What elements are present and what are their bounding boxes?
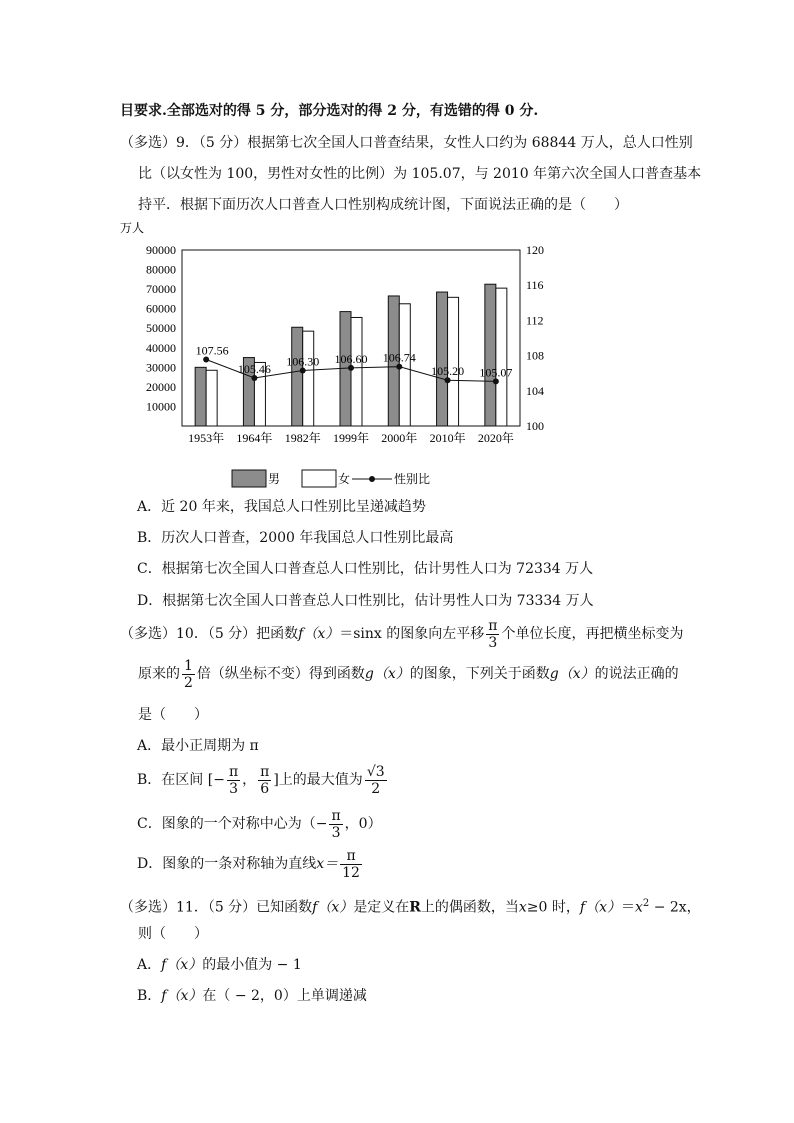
frac-den: 3: [229, 780, 238, 797]
q9-stem-line-1: [120, 133, 693, 153]
q10-option-a: A．最小正周期为 π: [137, 738, 259, 754]
comma: ，: [242, 772, 257, 788]
q11-text: ≥0 时，: [526, 899, 580, 916]
y2-tick-label: 120: [526, 243, 544, 257]
q11-text: ＝: [620, 899, 635, 916]
q9-stem-2: 比（以女性为 100，男性对女性的比例）为 105.07，与 2010 年第六次全国人口普查基本: [138, 166, 702, 182]
q10-text: 的说法正确的: [594, 666, 679, 682]
x-tick-label: 2020年: [477, 431, 514, 445]
bar-male: [292, 327, 303, 426]
frac-num: 1: [184, 657, 193, 674]
frac-den: 2: [371, 780, 381, 797]
q10-g-expr: g（x）: [364, 666, 410, 682]
q11-tag: （多选）11．（5 分）: [120, 899, 257, 916]
y2-tick-label: 108: [526, 348, 544, 363]
q10-shift-fraction: [486, 618, 499, 651]
frac-num: √3: [366, 763, 385, 780]
opt-text: 在（ − 2，0）上单调递减: [202, 988, 367, 1004]
q10-stem-line-2: [138, 657, 679, 691]
bar-male: [195, 367, 206, 426]
y-axis-unit-label: 万人: [120, 221, 145, 235]
x-tick-label: 1964年: [236, 431, 273, 445]
bar-male: [437, 292, 448, 426]
q10-text: 倍（纵坐标不变）得到函数: [196, 666, 365, 682]
bar-female: [351, 317, 362, 426]
opt-text: 的最小值为 − 1: [202, 957, 302, 973]
q11-option-a: [137, 955, 302, 975]
y-tick-label: 40000: [146, 340, 176, 355]
y-tick-label: 90000: [146, 243, 176, 257]
q10-option-b: [137, 762, 389, 798]
opt-text: B．在区间 [: [137, 772, 214, 788]
x-tick-label: 1953年: [188, 431, 225, 445]
q10-text: ＝sinx 的图象向左平移: [339, 626, 485, 642]
fraction: [340, 848, 362, 881]
y-tick-label: 30000: [146, 360, 176, 375]
opt-text: ]上的最大值为: [273, 772, 363, 788]
x-tick-label: 2000年: [381, 431, 418, 445]
q10-stem-line-1: [120, 617, 683, 651]
opt-text: A．: [137, 957, 162, 973]
bar-female: [448, 297, 459, 426]
sqrt-fraction: [365, 764, 387, 797]
q11-text: − 2x，: [649, 899, 701, 916]
y2-tick-label: 104: [526, 383, 544, 398]
legend-ratio-label: 性别比: [394, 472, 431, 486]
q9-tag: （多选）9．（5 分）: [120, 135, 248, 151]
sex-ratio-label: 105.46: [237, 361, 271, 376]
q11-f-expr: f（x）: [312, 899, 354, 916]
q10-option-d: [137, 846, 364, 882]
sex-ratio-label: 106.60: [334, 351, 368, 366]
frac-den: 12: [342, 864, 360, 881]
y-tick-label: 50000: [146, 321, 176, 336]
q9-option-a: A．近 20 年来，我国总人口性别比呈递减趋势: [137, 499, 426, 515]
q9-option-c: C．根据第七次全国人口普查总人口性别比，估计男性人口为 72334 万人: [137, 561, 594, 577]
y-tick-label: 20000: [146, 379, 176, 394]
y-tick-label: 70000: [146, 282, 176, 297]
q10-text: 个单位长度，再把横坐标变为: [501, 626, 684, 642]
q11-R: R: [409, 899, 421, 916]
q11-x: x: [634, 899, 643, 916]
opt-text: B．: [137, 988, 162, 1004]
y-tick-label: 10000: [146, 399, 176, 414]
q11-text: 上的偶函数，当: [420, 899, 519, 916]
q11-power: 2: [642, 898, 650, 909]
q10-g-expr: g（x）: [549, 666, 595, 682]
frac-num: π: [260, 763, 270, 780]
sex-ratio-label: 107.56: [195, 343, 229, 358]
legend-male-label: 男: [268, 472, 281, 486]
frac-den: 2: [184, 674, 193, 691]
sex-ratio-label: 105.07: [479, 365, 513, 380]
q11-text: 已知函数: [256, 899, 313, 916]
bar-female: [496, 288, 507, 426]
legend-female-swatch: [302, 470, 336, 487]
q9-option-d: D．根据第七次全国人口普查总人口性别比，估计男性人口为 73334 万人: [137, 593, 594, 609]
legend-female-label: 女: [338, 472, 351, 486]
frac-den: 3: [331, 824, 341, 841]
q11-f-expr: f（x）: [161, 988, 203, 1004]
population-chart: [120, 218, 560, 493]
sex-ratio-label: 105.20: [431, 364, 465, 379]
fraction: [329, 808, 342, 841]
radicand: 3: [375, 763, 385, 780]
q10-stem-line-3: 是（ ）: [138, 707, 208, 723]
opt-text: D．图象的一条对称轴为直线: [137, 856, 317, 872]
x-eq: x＝: [316, 856, 339, 872]
q9-stem-3: 持平．根据下面历次人口普查人口性别构成统计图，下面说法正确的是（ ）: [138, 197, 628, 213]
q9-option-b: B．历次人口普查，2000 年我国总人口性别比最高: [137, 530, 454, 546]
fraction: [258, 764, 271, 797]
q11-option-b: [137, 986, 367, 1006]
q10-option-c: [137, 806, 382, 842]
frac-num: π: [228, 763, 239, 780]
frac-den: 6: [260, 780, 270, 797]
q9-stem-1: 根据第七次全国人口普查结果，女性人口约为 68844 万人，总人口性别: [247, 135, 693, 151]
sex-ratio-label: 106.30: [286, 354, 320, 369]
frac-num: π: [340, 848, 362, 865]
q11-f-expr: f（x）: [161, 957, 203, 973]
y2-tick-label: 112: [526, 313, 544, 328]
frac-num: π: [488, 617, 498, 634]
y2-tick-label: 100: [526, 419, 544, 433]
frac-num: π: [331, 807, 341, 824]
x-tick-label: 1999年: [332, 431, 370, 445]
q10-text: 原来的: [138, 666, 180, 682]
y-tick-label: 80000: [146, 262, 176, 277]
q10-text: 把函数: [256, 626, 299, 642]
q11-text: 是定义在: [353, 899, 410, 916]
minus-sign: −: [213, 772, 225, 788]
q10-text: 的图象，下列关于函数: [409, 666, 550, 682]
y2-tick-label: 116: [526, 278, 544, 293]
frac-den: 3: [488, 634, 498, 651]
minus-sign: −: [315, 816, 328, 832]
sex-ratio-label: 106.74: [382, 350, 416, 365]
q10-f-expr: f（x）: [298, 626, 340, 642]
q11-f-expr: f（x）: [579, 899, 621, 916]
bar-male: [485, 284, 496, 426]
x-tick-label: 1982年: [284, 431, 321, 445]
fraction: [227, 764, 240, 797]
q11-stem-line-1: [120, 894, 701, 918]
q10-scale-fraction: [182, 658, 195, 691]
legend-male-swatch: [232, 470, 266, 487]
section-instruction: 目要求.全部选对的得 5 分，部分选对的得 2 分，有选错的得 0 分.: [120, 103, 539, 119]
x-tick-label: 2010年: [429, 431, 466, 445]
y-tick-label: 60000: [146, 301, 176, 316]
bar-female: [303, 331, 314, 426]
q11-stem-line-2: 则（ ）: [138, 926, 208, 942]
q10-tag: （多选）10．（5 分）: [120, 626, 257, 642]
opt-text: C．图象的一个对称中心为（: [137, 816, 316, 832]
q11-x: x: [518, 899, 527, 916]
opt-text: ，0）: [344, 816, 382, 832]
legend-ratio-marker: [369, 476, 375, 482]
bar-female: [206, 370, 217, 426]
